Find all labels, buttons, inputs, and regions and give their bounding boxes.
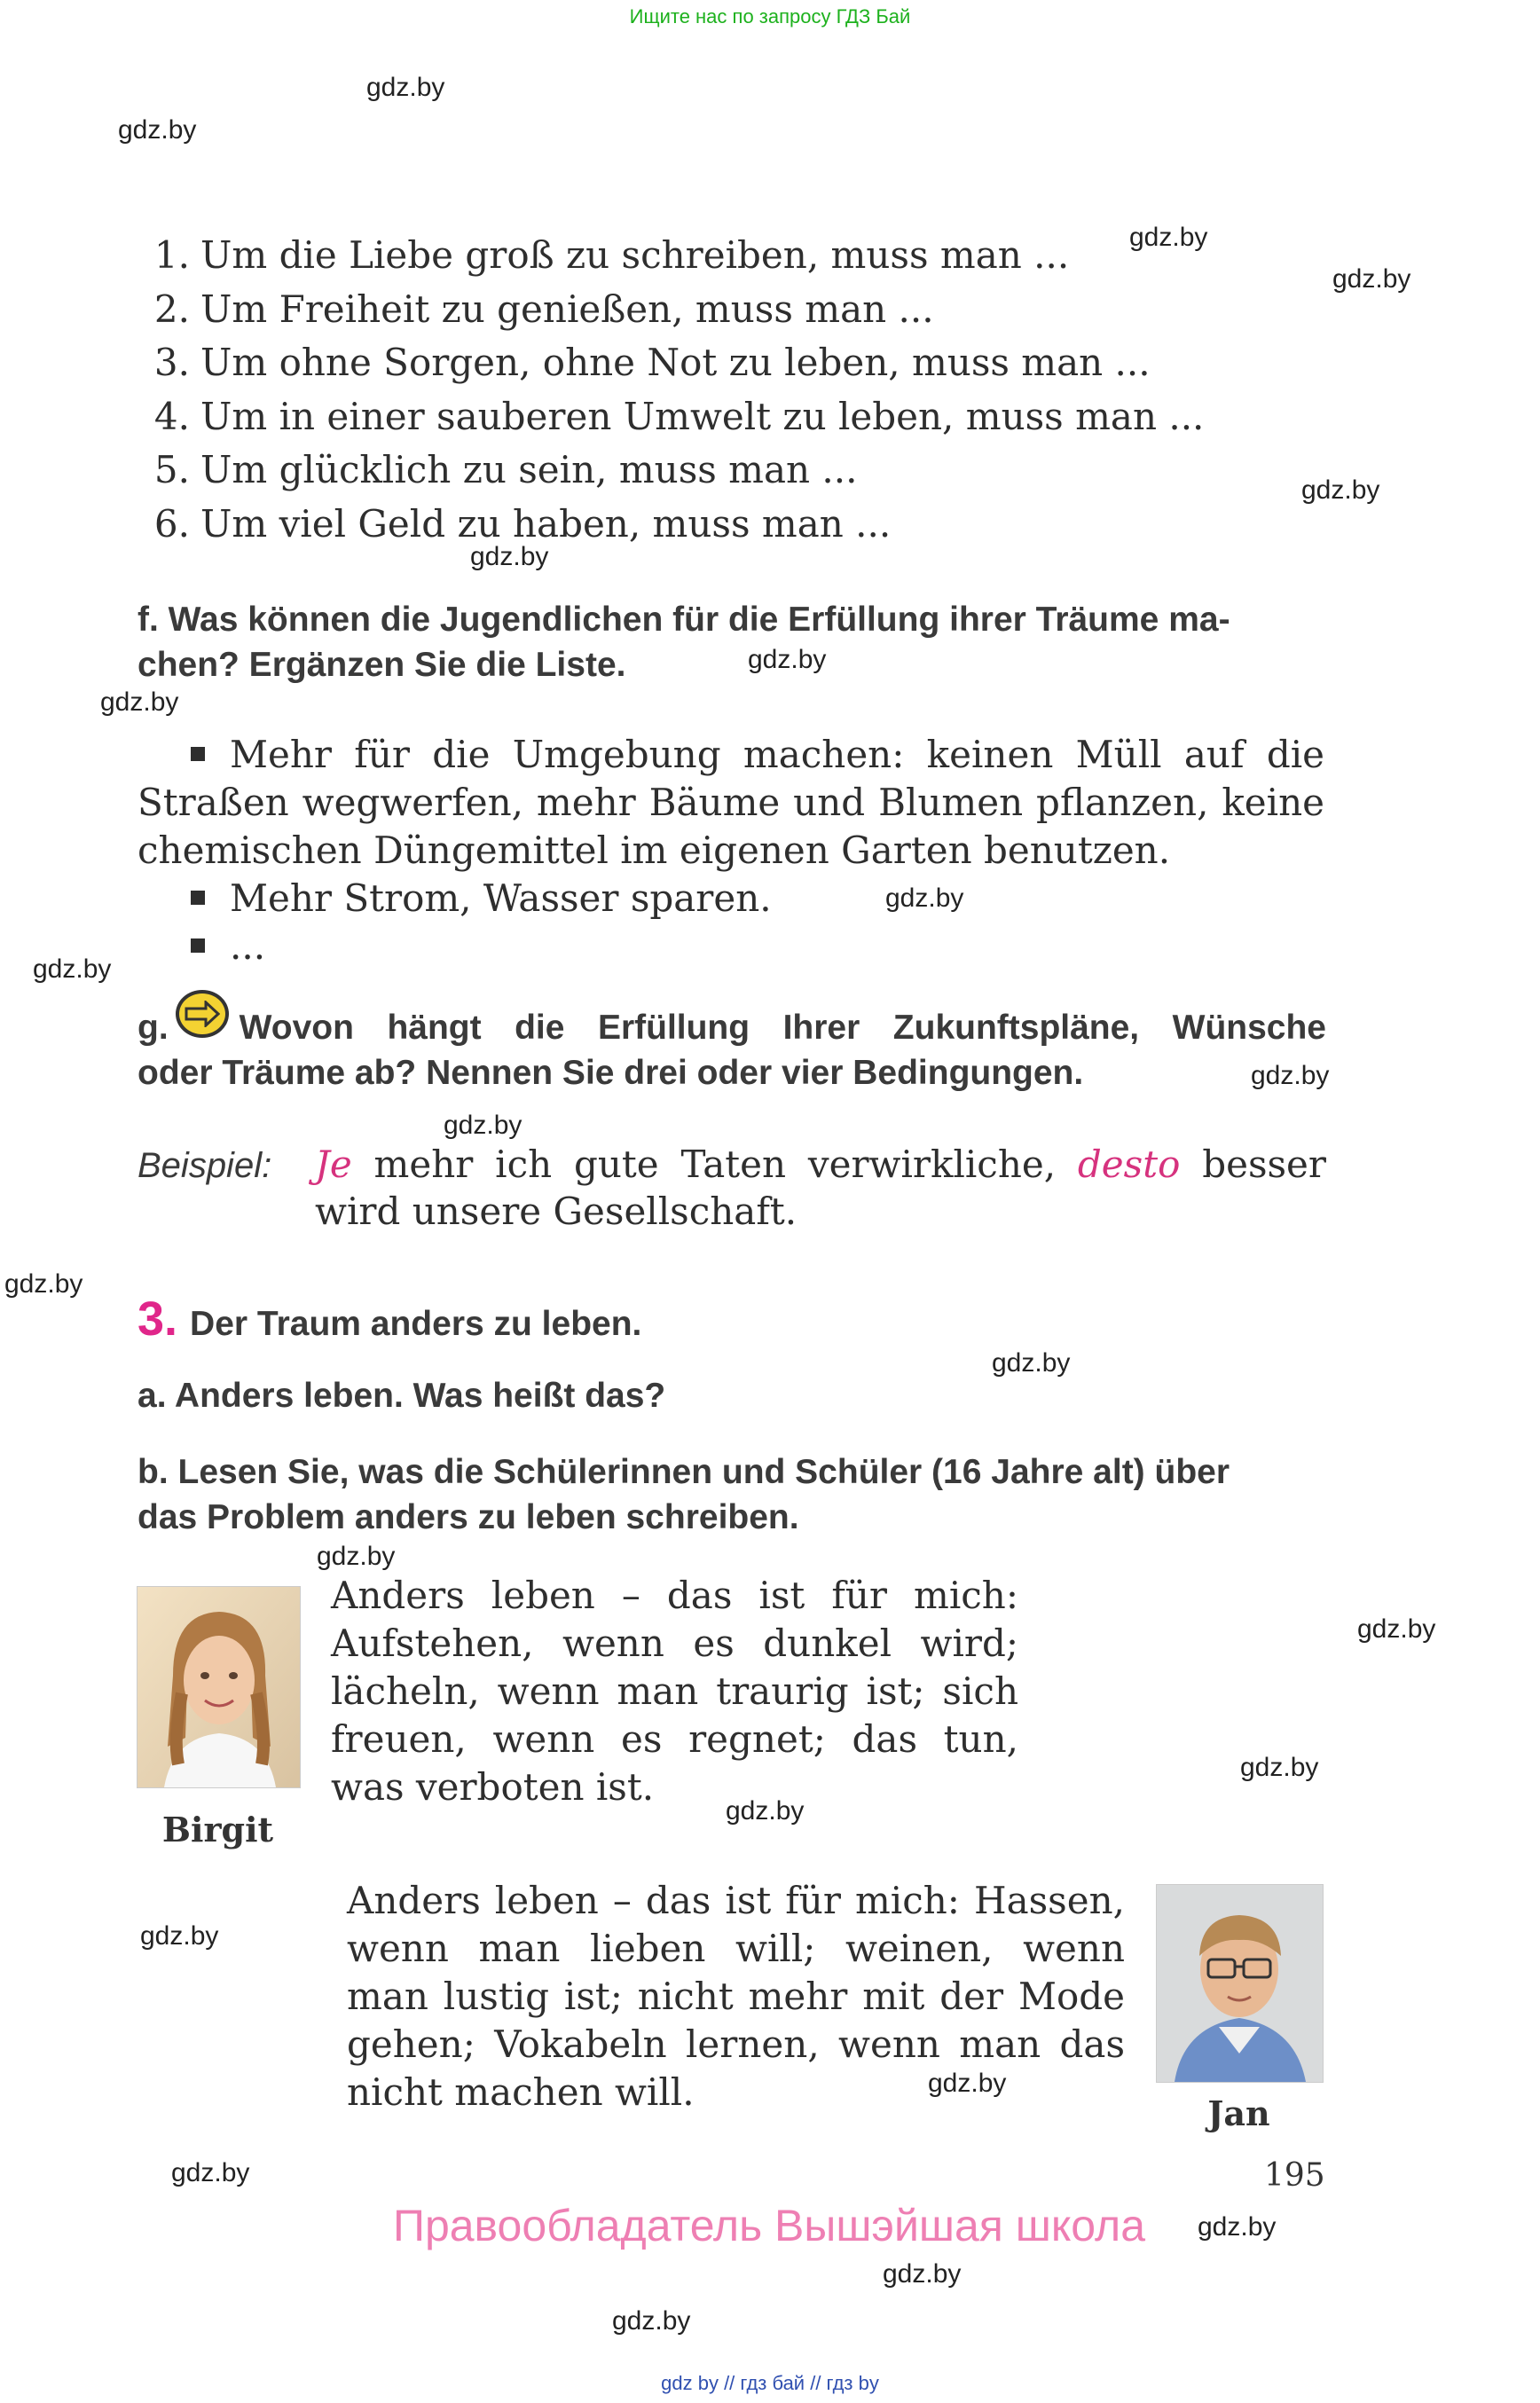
- task-a: a. Anders leben. Was heißt das?: [138, 1377, 666, 1415]
- bullet-item: [138, 731, 1324, 875]
- watermark: gdz.by: [928, 2069, 1007, 2098]
- task-g-text: Wovon hängt die Erfüllung Ihrer Zukunftspläne, Wünsche: [239, 1009, 1326, 1047]
- watermark: gdz.by: [726, 1796, 805, 1826]
- list-item-text: Um ohne Sorgen, ohne Not zu leben, muss man ...: [200, 341, 1151, 384]
- task-g-text: oder Träume ab? Nennen Sie drei oder vier Bedingungen.: [138, 1054, 1084, 1092]
- bullet-text: Mehr für die Umgebung machen: keinen Müll auf die Straßen wegwerfen, mehr Bäume und Blumen pflanzen, keine chemischen Düngemittel im eigenen Garten benutzen.: [138, 733, 1324, 872]
- watermark: gdz.by: [1357, 1614, 1436, 1644]
- task-f-line: chen? Ergänzen Sie die Liste.: [138, 646, 626, 684]
- watermark: gdz.by: [1198, 2212, 1277, 2242]
- example-block: [138, 1143, 1326, 1233]
- list-item-text: Um die Liebe groß zu schreiben, muss man ...: [200, 233, 1070, 277]
- task-f-line: f. Was können die Jugendlichen für die Erfüllung ihrer Träume ma-: [138, 601, 1230, 639]
- section-number: 3.: [138, 1292, 178, 1346]
- list-item: [133, 498, 1215, 552]
- list-item-number: 3.: [153, 341, 190, 384]
- list-item-number: 2.: [153, 287, 190, 331]
- jan-name: Jan: [1207, 2093, 1270, 2133]
- watermark: gdz.by: [1332, 264, 1411, 294]
- example-line: wird unsere Gesellschaft.: [315, 1190, 798, 1233]
- list-item: [133, 390, 1215, 444]
- birgit-photo: [137, 1586, 301, 1788]
- watermark: gdz.by: [140, 1921, 219, 1951]
- watermark: gdz.by: [748, 645, 827, 674]
- page-number: 195: [1264, 2157, 1325, 2194]
- watermark: gdz.by: [885, 883, 964, 913]
- rights-holder: Правообладатель Вышэйшая школа: [393, 2201, 1145, 2250]
- jan-text: Anders leben – das ist für mich: Hassen, wenn man lieben will; weinen, wenn man lustig ist; nicht mehr mit der Mode gehen; Vokabeln lernen, wenn man das nicht machen will.: [347, 1879, 1125, 2114]
- bottom-links[interactable]: gdz by // гдз бай // гдз by: [661, 2372, 879, 2394]
- watermark: gdz.by: [444, 1111, 522, 1140]
- section-title: Der Traum anders zu leben.: [190, 1305, 642, 1343]
- highlight-desto: desto: [1077, 1143, 1181, 1186]
- list-item: [133, 336, 1215, 390]
- watermark: gdz.by: [992, 1348, 1071, 1378]
- jan-photo: [1156, 1884, 1324, 2083]
- watermark: gdz.by: [1251, 1061, 1330, 1090]
- bullet-text: ...: [230, 924, 266, 968]
- list-item-text: Um viel Geld zu haben, muss man ...: [200, 501, 892, 546]
- bullet-item: [138, 875, 1324, 923]
- birgit-text: Anders leben – das ist für mich: Aufstehen, wenn es dunkel wird; lächeln, wenn man traurig ist; sich freuen, wenn es regnet; das tun, was verboten ist.: [331, 1574, 1018, 1809]
- task-g-letter: g.: [138, 1009, 169, 1047]
- list-item: [133, 229, 1215, 283]
- list-item-text: Um glücklich zu sein, muss man ...: [200, 448, 858, 491]
- task-b: [138, 1449, 1326, 1540]
- watermark: gdz.by: [33, 954, 112, 984]
- watermark: gdz.by: [100, 687, 179, 717]
- bullet-item: [138, 923, 1324, 970]
- example-line: [315, 1143, 1326, 1186]
- task-g: [138, 1002, 1326, 1095]
- task-f: [138, 597, 1326, 687]
- list-item-number: 4.: [153, 394, 190, 438]
- section-3-heading: [138, 1292, 641, 1347]
- list-item: [133, 283, 1215, 337]
- watermark: gdz.by: [1301, 475, 1380, 505]
- list-item: [133, 444, 1215, 498]
- example-text: mehr ich gute Taten verwirkliche,: [351, 1143, 1078, 1186]
- task-b-line: das Problem anders zu leben schreiben.: [138, 1498, 799, 1536]
- list-item-text: Um Freiheit zu genießen, muss man ...: [200, 287, 934, 331]
- list-item-number: 5.: [153, 448, 190, 491]
- bullet-square-icon: [191, 938, 205, 953]
- list-item-number: 1.: [153, 233, 190, 277]
- bullet-square-icon: [191, 747, 205, 761]
- watermark: gdz.by: [1129, 223, 1208, 252]
- arrow-right-circle-icon: [176, 990, 229, 1038]
- watermark: gdz.by: [171, 2158, 250, 2187]
- task-b-line: b. Lesen Sie, was die Schülerinnen und Schüler (16 Jahre alt) über: [138, 1453, 1230, 1491]
- bullet-text: Mehr Strom, Wasser sparen.: [230, 876, 772, 920]
- birgit-name: Birgit: [161, 1810, 274, 1849]
- bullet-block: [138, 731, 1324, 970]
- list-item-number: 6.: [153, 501, 190, 546]
- highlight-je: Je: [315, 1143, 352, 1186]
- bullet-square-icon: [191, 891, 205, 905]
- watermark: gdz.by: [1240, 1753, 1319, 1782]
- watermark: gdz.by: [118, 115, 197, 145]
- watermark: gdz.by: [883, 2259, 962, 2289]
- watermark: gdz.by: [317, 1542, 396, 1571]
- example-label: Beispiel:: [138, 1146, 272, 1185]
- sentence-list: [133, 229, 1215, 551]
- watermark: gdz.by: [470, 542, 549, 571]
- watermark: gdz.by: [366, 73, 445, 102]
- example-text: besser: [1180, 1143, 1326, 1186]
- watermark: gdz.by: [4, 1269, 83, 1299]
- top-banner[interactable]: Ищите нас по запросу ГДЗ Бай: [629, 5, 911, 27]
- watermark: gdz.by: [612, 2306, 691, 2336]
- list-item-text: Um in einer sauberen Umwelt zu leben, muss man ...: [200, 394, 1205, 438]
